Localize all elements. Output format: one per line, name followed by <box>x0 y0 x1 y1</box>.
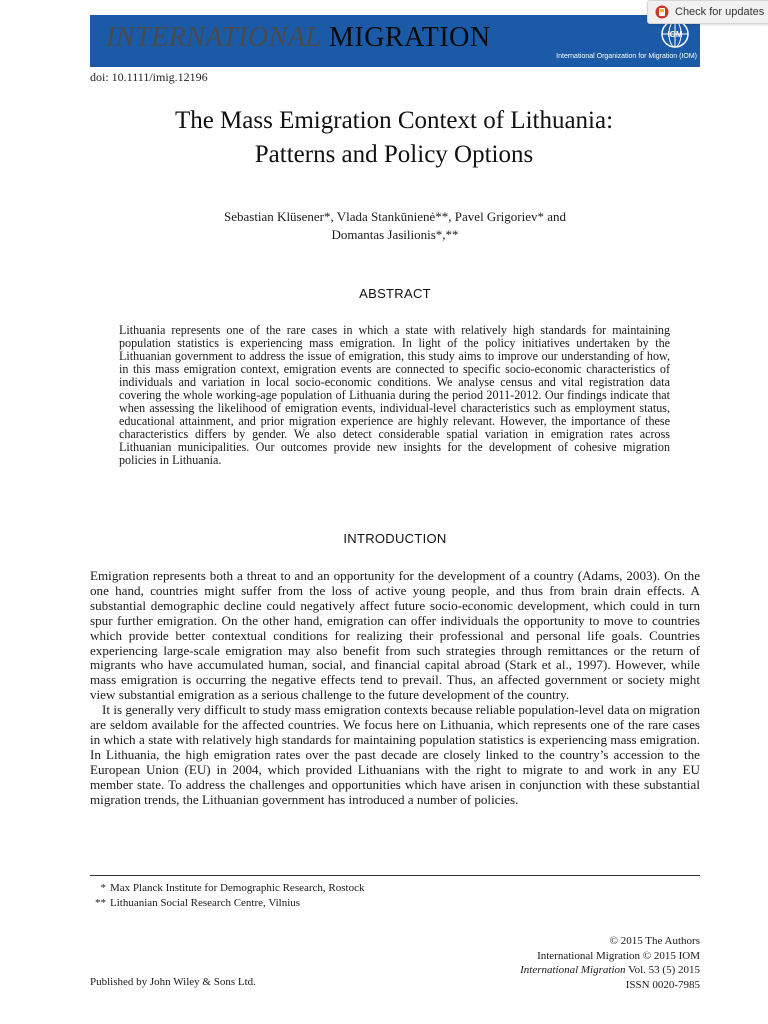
copyright-block <box>520 934 700 992</box>
footnote <box>90 896 364 911</box>
journal-name-italic: INTERNATIONAL <box>106 22 322 53</box>
abstract-heading: ABSTRACT <box>359 286 431 301</box>
introduction-paragraph: Emigration represents both a threat to and an opportunity for the development of a country (Adams, 2003). On the one hand, countries might suffer from the loss of active young people, and thus from brain drain effects. A substantial demographic decline could negatively affect future socio-economic development, which could in turn spur further emigration. On the other hand, emigration can offer individuals the opportunity to move to countries which provide better contextual conditions for realizing their professional and personal life goals. Countries experiencing large-scale emigration may also benefit from such strategies through remittances or the return of migrants who have accumulated human, social, and financial capital abroad (Stark et al., 1997). However, while mass emigration is occurring the negative effects tend to prevail. Thus, an affected government or society might view substantial emigration as a serious challenge to the future development of the country. <box>90 568 700 703</box>
article-title-line-2: Patterns and Policy Options <box>254 141 534 168</box>
journal-name-regular: MIGRATION <box>329 22 491 53</box>
footnote-rule <box>90 875 700 876</box>
volume-info: Vol. 53 (5) 2015 <box>628 964 700 976</box>
abstract-text: Lithuania represents one of the rare cases in which a state with relatively high standards for maintaining population statistics is experiencing mass emigration. In light of the policy initiatives undertaken by the Lithuanian government to address the issue of emigration, this study aims to improve our understanding of how, in this mass emigration context, emigration events are connected to specific socio-economic characteristics of individuals and variation in local socio-economic conditions. We analyse census and vital registration data covering the whole working-age population of Lithuania during the period 2011-2012. Our findings indicate that when assessing the likelihood of emigration events, individual-level characteristics such as employment status, educational attainment, and prior migration experience are highly relevant. However, the importance of these characteristics differs by gender. We also detect considerable spatial variation in emigration rates across Lithuanian municipalities. Our outcomes provide new insights for the development of cohesive migration policies in Lithuania. <box>119 323 670 467</box>
check-for-updates-label: Check for updates <box>675 6 765 18</box>
introduction-body <box>90 569 700 808</box>
org-name: International Organization for Migration (IOM) <box>556 53 697 60</box>
footnotes <box>90 881 364 911</box>
article-title <box>60 104 728 172</box>
journal-name <box>106 22 491 54</box>
article-title-line-1: The Mass Emigration Context of Lithuania: <box>174 107 614 134</box>
journal-banner <box>90 15 700 67</box>
doi[interactable]: doi: 10.1111/imig.12196 <box>90 70 208 84</box>
check-for-updates-button[interactable] <box>647 0 768 24</box>
footnote-text: Max Planck Institute for Demographic Research, Rostock <box>110 882 365 894</box>
footnote-marker: ** <box>95 897 106 909</box>
introduction-paragraph: It is generally very difficult to study mass emigration contexts because reliable population-level data on migration are seldom available for the affected countries. We focus here on Lithuania, which represents one of the rare cases in which a state with relatively high standards for maintaining population statistics is experiencing mass emigration. In Lithuania, the high emigration rates over the past decade are closely linked to the country’s accession to the European Union (EU) in 2004, which provided Lithuanians with the right to migrate to and work in any EU member state. To address the challenges and opportunities which have arisen in conjunction with these substantial migration trends, the Lithuanian government has introduced a number of policies. <box>90 702 700 807</box>
publisher-line: Published by John Wiley & Sons Ltd. <box>90 976 256 988</box>
issn: ISSN 0020-7985 <box>625 978 700 991</box>
author-list <box>90 208 700 244</box>
copyright-iom: International Migration © 2015 IOM <box>537 949 700 962</box>
crossmark-icon <box>655 5 669 19</box>
footnote <box>90 881 364 896</box>
journal-name-citation: International Migration <box>520 964 626 976</box>
author-line-2: Domantas Jasilionis*,** <box>331 227 459 242</box>
author-line-1: Sebastian Klüsener*, Vlada Stankūnienė**, Pavel Grigoriev* and <box>223 209 566 224</box>
journal-volume <box>520 963 700 978</box>
footnote-text: Lithuanian Social Research Centre, Vilnius <box>110 897 301 909</box>
svg-text:IOM: IOM <box>667 30 683 39</box>
introduction-heading: INTRODUCTION <box>343 531 447 546</box>
copyright-authors: © 2015 The Authors <box>609 935 700 947</box>
footnote-marker: * <box>100 882 106 894</box>
